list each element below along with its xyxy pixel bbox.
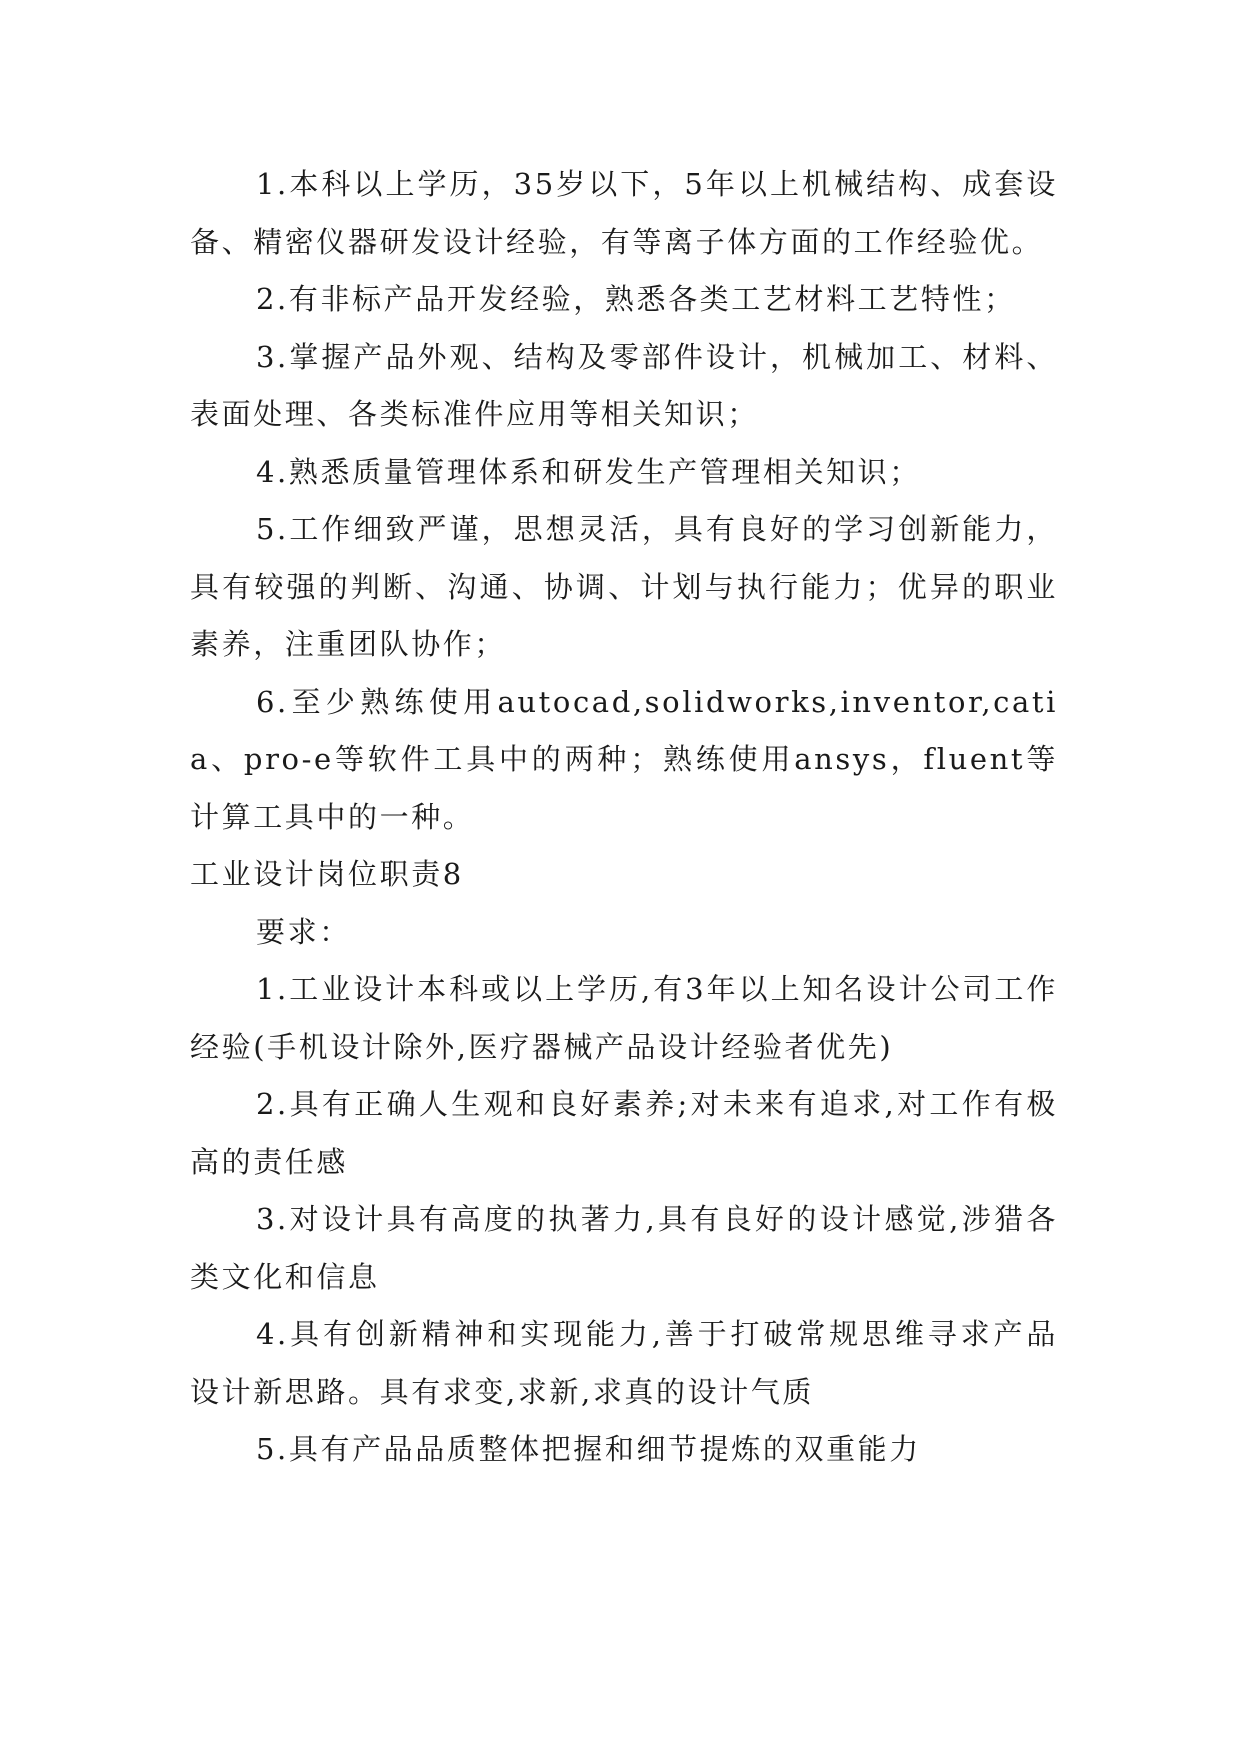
requirement-item: 4.具有创新精神和实现能力,善于打破常规思维寻求产品设计新思路。具有求变,求新,求真的设计气质 bbox=[190, 1317, 1058, 1409]
requirement-item: 1.工业设计本科或以上学历,有3年以上知名设计公司工作经验(手机设计除外,医疗器械产品设计经验者优先) bbox=[190, 972, 1058, 1064]
requirement-item: 1.本科以上学历，35岁以下，5年以上机械结构、成套设备、精密仪器研发设计经验，有等离子体方面的工作经验优。 bbox=[190, 167, 1058, 259]
requirement-item: 4.熟悉质量管理体系和研发生产管理相关知识； bbox=[256, 454, 921, 489]
requirement-item: 3.对设计具有高度的执著力,具有良好的设计感觉,涉猎各类文化和信息 bbox=[190, 1202, 1058, 1294]
requirement-item: 3.掌握产品外观、结构及零部件设计，机械加工、材料、表面处理、各类标准件应用等相关知识； bbox=[190, 339, 1058, 431]
requirement-item: 2.具有正确人生观和良好素养;对未来有追求,对工作有极高的责任感 bbox=[190, 1087, 1058, 1179]
requirement-item: 6.至少熟练使用autocad,solidworks,inventor,catia、pro-e等软件工具中的两种；熟练使用ansys，fluent等计算工具中的一种。 bbox=[190, 684, 1058, 834]
document-body bbox=[190, 156, 1058, 1479]
requirement-item: 5.具有产品品质整体把握和细节提炼的双重能力 bbox=[256, 1432, 921, 1466]
section-heading: 工业设计岗位职责8 bbox=[190, 857, 464, 891]
section-intro: 要求： bbox=[256, 914, 351, 949]
requirement-item: 2.有非标产品开发经验，熟悉各类工艺材料工艺特性； bbox=[256, 282, 1016, 316]
requirement-item: 5.工作细致严谨，思想灵活，具有良好的学习创新能力，具有较强的判断、沟通、协调、计划与执行能力；优异的职业素养，注重团队协作； bbox=[190, 512, 1058, 661]
